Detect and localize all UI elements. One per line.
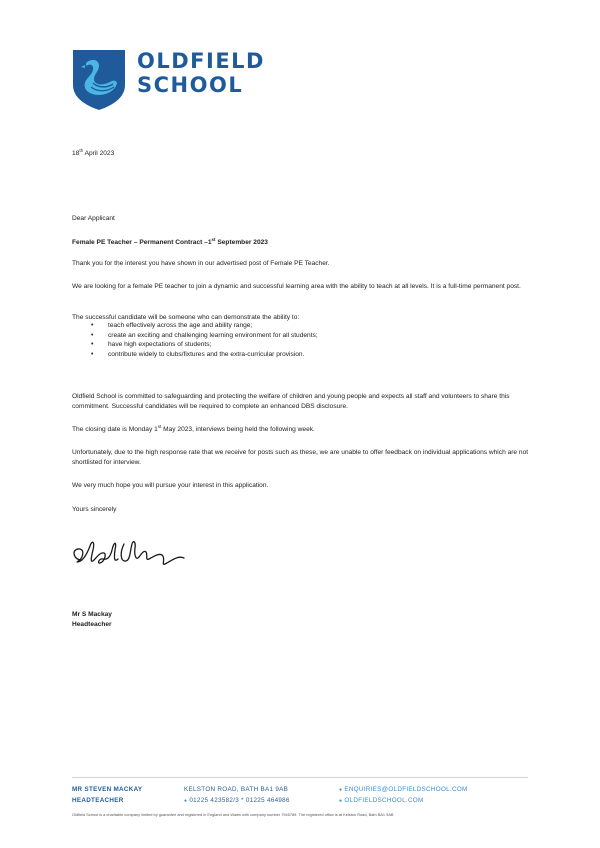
school-name-line2: SCHOOL <box>137 73 244 97</box>
footer-title: HEADTEACHER <box>72 796 124 804</box>
salutation: Dear Applicant <box>72 215 115 222</box>
email-icon: ● <box>339 787 343 793</box>
paragraph-safeguarding: Oldfield School is committed to safeguarding and protecting the welfare of children and young people and expects all staff and volunteers to share this commitment. Successful candidates will be required to complete an enhanced DBS disclosure. <box>72 393 510 410</box>
letter-date: 18th April 2023 <box>72 147 115 157</box>
swan-shield-icon <box>72 49 126 111</box>
list-item: • teach effectively across the age and ability range; <box>72 321 318 331</box>
paragraph-candidate-intro: The successful candidate will be someone who can demonstrate the ability to: <box>72 314 300 321</box>
footer-contact-block <box>339 785 468 806</box>
list-item: • contribute widely to clubs/fixtures and the extra-curricular provision. <box>72 350 318 360</box>
footer-website-row[interactable]: ● OLDFIELDSCHOOL.COM <box>339 796 424 804</box>
sign-off: Yours sincerely <box>72 506 117 513</box>
footer-name: MR STEVEN MACKAY <box>72 786 143 793</box>
footer-phones: ● 01225 423582/3 * 01225 464986 <box>184 796 290 804</box>
signatory-name: Mr S Mackay <box>72 611 112 618</box>
paragraph-hope: We very much hope you will pursue your interest in this application. <box>72 482 269 489</box>
web-icon: ● <box>339 797 343 804</box>
phone-icon: ● <box>184 797 188 804</box>
paragraph-looking: We are looking for a female PE teacher to join a dynamic and successful learning area with the ability to teach at all levels. It is a full-time permanent post. <box>72 283 521 290</box>
footer-headteacher <box>72 785 142 806</box>
legal-notice: Oldfield School is a charitable company limited by guarantee and registered in England and Wales with company number 7945789. The registered office is at Kelston Road, Bath BA1 9AB <box>72 812 394 817</box>
paragraph-interest: Thank you for the interest you have shown in our advertised post of Female PE Teacher. <box>72 260 330 267</box>
signatory-title: Headteacher <box>72 621 112 628</box>
letter-subject: Female PE Teacher – Permanent Contract –1st September 2023 <box>72 236 268 246</box>
requirements-list <box>72 321 318 359</box>
footer-address: KELSTON ROAD, BATH BA1 9AB <box>184 786 289 793</box>
footer-divider <box>72 777 528 778</box>
signature-image <box>66 528 198 578</box>
paragraph-closing-date: The closing date is Monday 1st May 2023, interviews being held the following week. <box>72 423 315 433</box>
list-item: • have high expectations of students; <box>72 340 318 350</box>
school-name-line1: OLDFIELD <box>137 49 265 73</box>
footer-address-block <box>184 785 290 806</box>
list-item: • create an exciting and challenging learning environment for all students; <box>72 331 318 341</box>
paragraph-feedback: Unfortunately, due to the high response rate that we receive for posts such as these, we are unable to offer feedback on individual applications which are not shortlisted for interview. <box>72 449 529 466</box>
footer-email-row[interactable]: ● ENQUIRIES@OLDFIELDSCHOOL.COM <box>339 786 468 793</box>
school-name <box>137 49 265 97</box>
